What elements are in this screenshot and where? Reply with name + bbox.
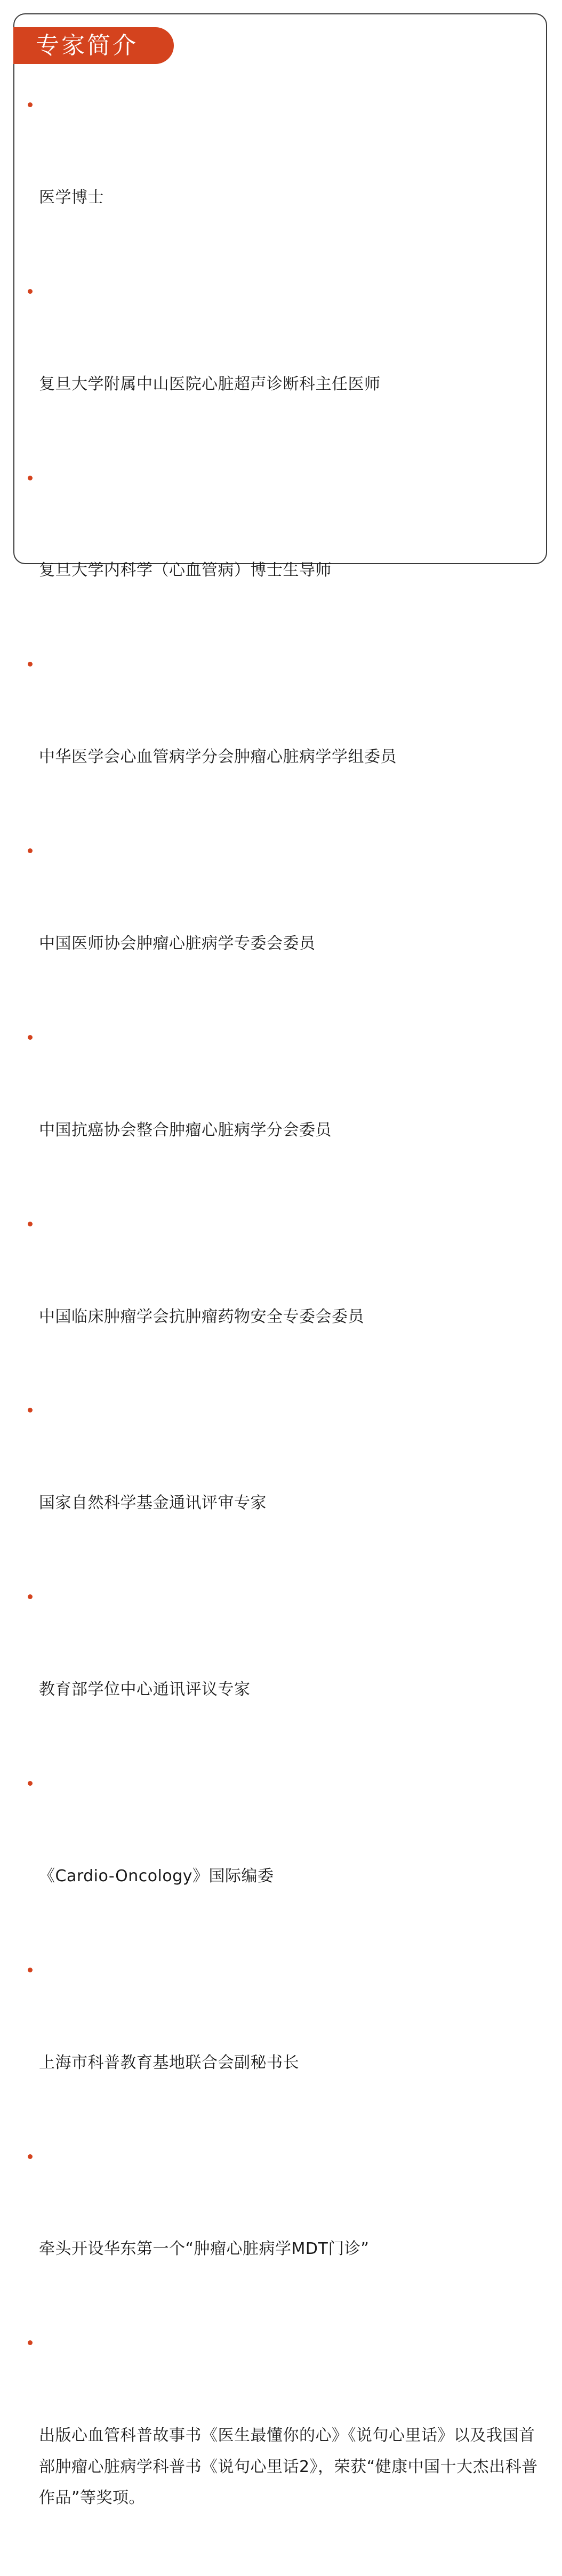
section-title: 专家简介 [36, 31, 138, 59]
list-item [27, 1022, 541, 1208]
list-item-text: 《Cardio-Oncology》国际编委 [39, 1866, 274, 1885]
section-title-banner [13, 27, 174, 64]
list-item-text: 中国临床肿瘤学会抗肿瘤药物安全专委会委员 [39, 1307, 364, 1326]
list-item [27, 1768, 541, 1954]
list-item [27, 648, 541, 835]
list-item [27, 1208, 541, 1395]
list-item-text: 复旦大学附属中山医院心脏超声诊断科主任医师 [39, 374, 381, 394]
bullet-dot-icon [28, 289, 33, 294]
list-item-text: 上海市科普教育基地联合会副秘书长 [39, 2053, 299, 2072]
bullet-dot-icon [28, 1408, 33, 1413]
bullet-dot-icon [28, 1781, 33, 1786]
bullet-dot-icon [28, 1968, 33, 1972]
bullet-dot-icon [28, 476, 33, 480]
list-item-text: 教育部学位中心通讯评议专家 [39, 1680, 251, 1699]
list-item-text: 医学博士 [39, 188, 104, 207]
list-item-text: 中国抗癌协会整合肿瘤心脏病学分会委员 [39, 1120, 332, 1139]
list-item [27, 462, 541, 649]
list-item [27, 1581, 541, 1768]
bullet-dot-icon [28, 1222, 33, 1226]
bullet-dot-icon [28, 1035, 33, 1040]
credentials-list [27, 89, 541, 2576]
bullet-dot-icon [28, 848, 33, 853]
list-item [27, 1394, 541, 1581]
bullet-dot-icon [28, 2154, 33, 2159]
list-item [27, 835, 541, 1022]
list-item [27, 276, 541, 462]
list-item-text: 牵头开设华东第一个“肿瘤心脏病学MDT门诊” [39, 2240, 370, 2259]
list-item-text: 出版心血管科普故事书《医生最懂你的心》《说句心里话》以及我国首部肿瘤心脏病学科普书《说句心里话2》，荣获“健康中国十大杰出科普作品”等奖项。 [39, 2426, 538, 2507]
bullet-dot-icon [28, 102, 33, 107]
list-item [27, 2141, 541, 2328]
list-item-text: 国家自然科学基金通讯评审专家 [39, 1494, 267, 1513]
list-item [27, 1954, 541, 2141]
list-item-text: 中国医师协会肿瘤心脏病学专委会委员 [39, 934, 316, 953]
list-item-text: 复旦大学内科学（心血管病）博士生导师 [39, 561, 332, 580]
list-item [27, 2327, 541, 2575]
bullet-dot-icon [28, 1594, 33, 1599]
list-item-text: 中华医学会心血管病学分会肿瘤心脏病学学组委员 [39, 748, 397, 767]
bullet-dot-icon [28, 662, 33, 667]
bullet-dot-icon [28, 2340, 33, 2345]
list-item [27, 89, 541, 276]
